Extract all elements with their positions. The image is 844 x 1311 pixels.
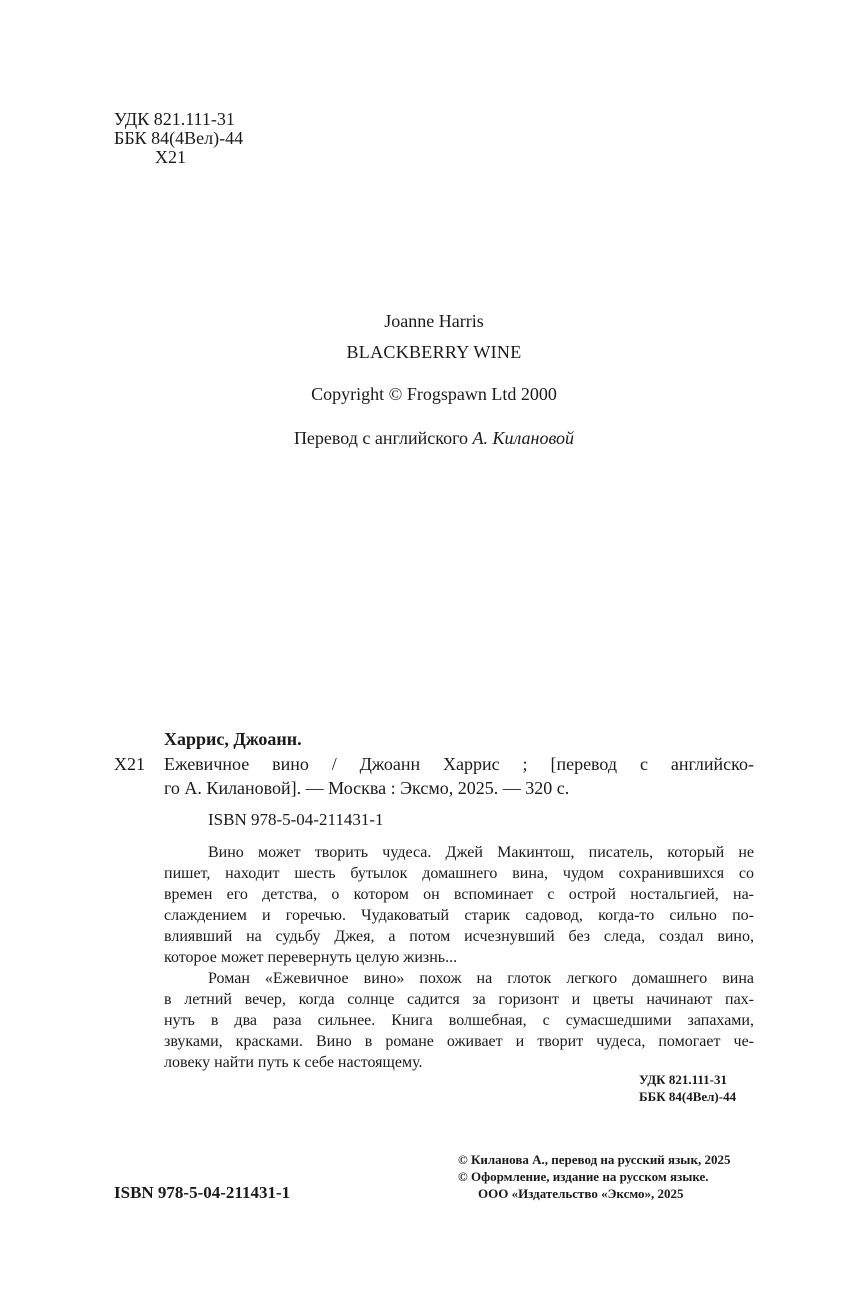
annotation-line: звуками, красками. Вино в романе оживает и творит чудеса, помогает че-: [164, 1033, 754, 1050]
copyright-publisher: ООО «Издательство «Эксмо», 2025: [478, 1186, 684, 1201]
isbn-bold: ISBN 978-5-04-211431-1: [114, 1183, 291, 1202]
copyright-block: [458, 1151, 730, 1202]
footer-bbk-code: ББК 84(4Вел)-44: [639, 1089, 737, 1104]
biblio-author-heading: Харрис, Джоанн.: [164, 729, 302, 749]
copyright-design: © Оформление, издание на русском языке.: [458, 1169, 709, 1184]
copyright-translation: © Киланова А., перевод на русский язык, 2025: [458, 1152, 731, 1167]
translation-credit: [0, 428, 844, 449]
annotation-line: ловеку найти путь к себе настоящему.: [164, 1054, 423, 1071]
annotation-line: в летний вечер, когда солнце садится за горизонт и цветы начинают пах-: [164, 991, 754, 1008]
biblio-isbn: ISBN 978-5-04-211431-1: [208, 810, 384, 829]
original-copyright: Copyright © Frogspawn Ltd 2000: [311, 384, 557, 404]
annotation-line: Вино может творить чудеса. Джей Макинтош, писатель, который не: [208, 844, 754, 861]
footer-udk-code: УДК 821.111-31: [639, 1072, 727, 1087]
translation-prefix: Перевод с английского: [293, 428, 469, 448]
annotation-line: времен его детства, о котором он вспоминает с острой ностальгией, на-: [164, 886, 754, 903]
author-sign: Х21: [155, 147, 186, 167]
annotation-line: слаждением и горечью. Чудаковатый старик садовод, когда-то сильно по-: [164, 907, 754, 924]
biblio-description: [164, 752, 754, 800]
header-classification-codes: [114, 110, 243, 167]
biblio-author-sign: Х21: [114, 754, 145, 774]
annotation-line: пишет, находит шесть бутылок домашнего вина, чудом сохранившихся со: [164, 865, 754, 882]
footer-classification-codes: [639, 1071, 736, 1105]
annotation: [164, 842, 754, 1073]
original-author: Joanne Harris: [384, 311, 484, 331]
biblio-description-line: Ежевичное вино / Джоанн Харрис ; [перевод с английско-: [164, 754, 754, 774]
annotation-line: которое может перевернуть целую жизнь...: [164, 949, 458, 966]
annotation-line: Роман «Ежевичное вино» похож на глоток легкого домашнего вина: [208, 970, 754, 987]
translator-name: А. Килановой: [472, 428, 575, 448]
annotation-line: влиявший на судьбу Джея, а потом исчезнувший без следа, создал вино,: [164, 928, 754, 945]
annotation-line: нуть в два раза сильнее. Книга волшебная, с сумасшедшими запахами,: [164, 1012, 754, 1029]
original-title: BLACKBERRY WINE: [346, 342, 522, 362]
bbk-code: ББК 84(4Вел)-44: [114, 128, 244, 148]
udk-code: УДК 821.111-31: [114, 109, 235, 129]
biblio-description-line: го А. Килановой]. — Москва : Эксмо, 2025. — 320 с.: [164, 778, 570, 798]
